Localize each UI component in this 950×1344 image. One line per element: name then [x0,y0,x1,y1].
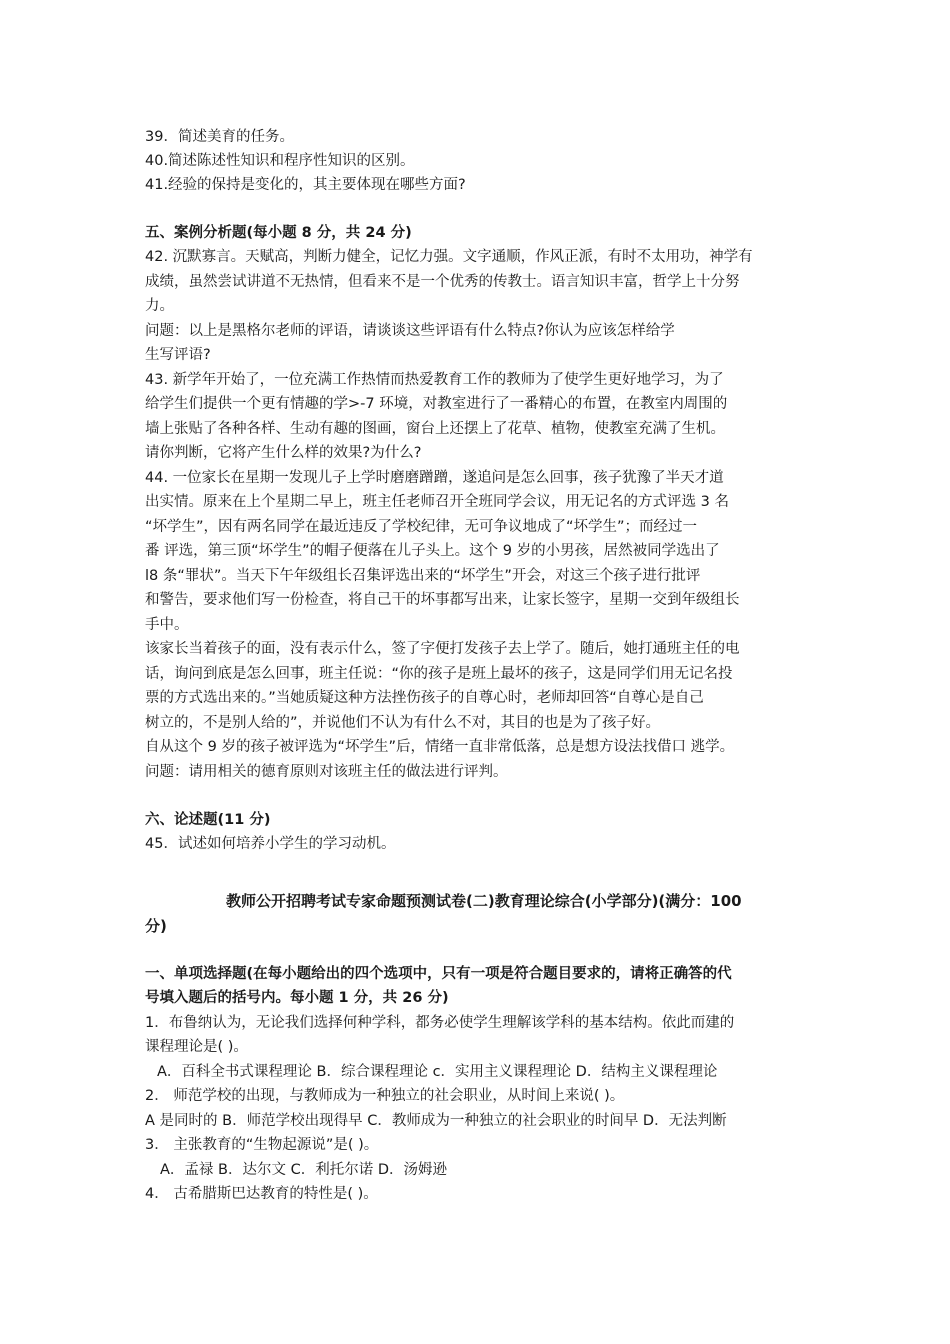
question-44-line: 票的方式选出来的。”当她质疑这种方法挫伤孩子的自尊心时，老师却回答“自尊心是自己 [145,690,704,706]
exam-title-cont: 分) [145,917,167,935]
question-44-line: 树立的，不是别人给的”，并说他们不认为有什么不对，其目的也是为了孩子好。 [145,715,661,731]
exam-title: 教师公开招聘考试专家命题预测试卷(二)教育理论综合(小学部分)(满分：100 [226,892,742,910]
question-4: 4． 古希腊斯巴达教育的特性是( )。 [145,1186,378,1202]
question-1: 1．布鲁纳认为，无论我们选择何种学科，都务必使学生理解该学科的基本结构。依此而建的 [145,1015,735,1031]
question-44-line: “坏学生”，因有两名同学在最近违反了学校纪律，无可争议地成了“坏学生”；而经过一 [145,519,698,535]
question-44-line: 44. 一位家长在星期一发现儿子上学时磨磨蹭蹭，遂追问是怎么回事，孩子犹豫了半天才道 [145,470,724,486]
question-42-line: 力。 [145,298,174,314]
question-44-line: l8 条“罪状”。当天下午年级组长召集评选出来的“坏学生”开会，对这三个孩子进行批评 [145,568,701,584]
question-3: 3． 主张教育的“生物起源说”是( )。 [145,1137,379,1153]
question-42-line: 42. 沉默寡言。天赋高，判断力健全，记忆力强。文字通顺，作风正派，有时不太用功，神学有 [145,249,753,265]
section-1-heading-cont: 号填入题后的括号内。每小题 1 分，共 26 分) [145,990,449,1006]
question-42-line: 问题：以上是黑格尔老师的评语，请谈谈这些评语有什么特点?你认为应该怎样给学 [145,323,675,339]
question-43-line: 43. 新学年开始了，一位充满工作热情而热爱教育工作的教师为了使学生更好地学习，为了 [145,372,724,388]
question-42-line: 生写评语? [145,347,211,363]
section-6-heading: 六、论述题(11 分) [145,812,271,828]
question-43-line: 请你判断，它将产生什么样的效果?为什么? [145,445,422,461]
question-40: 40.简述陈述性知识和程序性知识的区别。 [145,153,415,169]
question-2-options: A 是同时的 B．师范学校出现得早 C．教师成为一种独立的社会职业的时间早 D．无法判断 [145,1113,727,1129]
question-44-line: 话，询问到底是怎么回事，班主任说：“你的孩子是班上最坏的孩子，这是同学们用无记名投 [145,666,733,682]
question-44-line: 番 评选，第三顶“坏学生”的帽子便落在儿子头上。这个 9 岁的小男孩，居然被同学选出了 [145,543,720,559]
question-44-line: 问题：请用相关的德育原则对该班主任的做法进行评判。 [145,764,508,780]
question-44-line: 手中。 [145,617,189,633]
question-41: 41.经验的保持是变化的，其主要体现在哪些方面? [145,177,466,193]
question-43-line: 墙上张贴了各种各样、生动有趣的图画，窗台上还摆上了花草、植物，使教室充满了生机。 [145,421,725,437]
section-5-heading: 五、案例分析题(每小题 8 分，共 24 分) [145,225,412,241]
question-39: 39．简述美育的任务。 [145,129,294,145]
question-3-options: A．孟禄 B．达尔文 C．利托尔诺 D．汤姆逊 [160,1162,447,1178]
question-1-options: A．百科全书式课程理论 B．综合课程理论 c．实用主义课程理论 D．结构主义课程理论 [157,1064,718,1080]
question-1-cont: 课程理论是( )。 [145,1039,248,1055]
question-42-line: 成绩，虽然尝试讲道不无热情，但看来不是一个优秀的传教士。语言知识丰富，哲学上十分努 [145,274,740,290]
question-2: 2． 师范学校的出现，与教师成为一种独立的社会职业，从时间上来说( )。 [145,1088,625,1104]
question-44-line: 自从这个 9 岁的孩子被评选为“坏学生”后，情绪一直非常低落，总是想方设法找借口 逃学。 [145,739,735,755]
question-43-line: 给学生们提供一个更有情趣的学>-7 环境，对教室进行了一番精心的布置，在教室内周围的 [145,396,728,412]
question-44-line: 出实情。原来在上个星期二早上，班主任老师召开全班同学会议，用无记名的方式评选 3 名 [145,494,729,510]
question-44-line: 该家长当着孩子的面，没有表示什么，签了字便打发孩子去上学了。随后，她打通班主任的电 [145,641,740,657]
section-1-heading: 一、单项选择题(在每小题给出的四个选项中，只有一项是符合题目要求的，请将正确答的代 [145,966,732,982]
question-45: 45．试述如何培养小学生的学习动机。 [145,836,396,852]
question-44-line: 和警告，要求他们写一份检查，将自己干的坏事都写出来，让家长签字，星期一交到年级组长 [145,592,740,608]
